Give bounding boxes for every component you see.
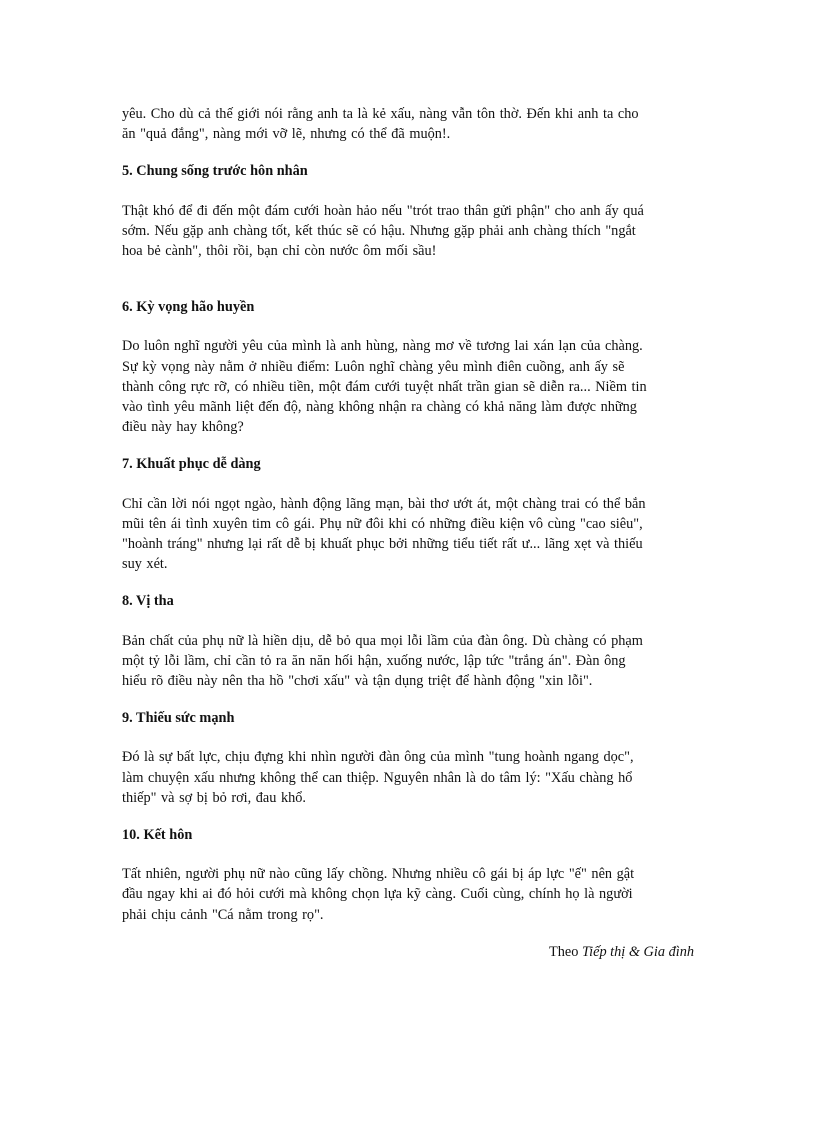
paragraph-line: thiếp" và sợ bị bỏ rơi, đau khổ. <box>122 789 307 806</box>
section-paragraph <box>122 747 694 808</box>
paragraph-line: Bản chất của phụ nữ là hiền dịu, dễ bỏ qua mọi lỗi lầm của đàn ông. Dù chàng có phạm <box>122 632 643 649</box>
paragraph-line: vào tình yêu mãnh liệt đến độ, nàng không nhận ra chàng có khả năng làm được những <box>122 399 637 416</box>
section-paragraph <box>122 336 694 437</box>
section-heading: 5. Chung sống trước hôn nhân <box>122 163 308 180</box>
intro-line: ăn "quả đắng", nàng mới vỡ lẽ, nhưng có thể đã muộn!. <box>122 126 451 143</box>
paragraph-line: phải chịu cảnh "Cá nằm trong rọ". <box>122 906 324 923</box>
paragraph-line: Do luôn nghĩ người yêu của mình là anh hùng, nàng mơ về tương lai xán lạn của chàng. <box>122 338 643 355</box>
paragraph-line: hiểu rõ điều này nên tha hồ "chơi xấu" và tận dụng triệt để hành động "xin lỗi". <box>122 673 593 690</box>
section-heading: 7. Khuất phục dễ dàng <box>122 456 261 473</box>
source-prefix: Theo <box>549 943 579 960</box>
paragraph-line: Chỉ cần lời nói ngọt ngào, hành động lãng mạn, bài thơ ướt át, một chàng trai có thể bắn <box>122 495 646 512</box>
paragraph-line: làm chuyện xấu nhưng không thể can thiệp. Nguyên nhân là do tâm lý: "Xấu chàng hổ <box>122 769 633 786</box>
intro-line: yêu. Cho dù cả thế giới nói rằng anh ta là kẻ xấu, nàng vẫn tôn thờ. Đến khi anh ta cho <box>122 106 639 122</box>
document-page <box>122 104 694 962</box>
source-credit <box>122 942 694 962</box>
paragraph-line: thành công rực rỡ, có nhiều tiền, một đám cưới tuyệt nhất trần gian sẽ diễn ra... Niềm tin <box>122 378 647 395</box>
paragraph-line: hoa bẻ cành", thôi rồi, bạn chỉ còn nước ôm mối sầu! <box>122 243 437 260</box>
paragraph-line: "hoành tráng" nhưng lại rất dễ bị khuất phục bởi những tiểu tiết rất ư... lãng xẹt và thiếu <box>122 536 643 553</box>
section-heading: 8. Vị tha <box>122 593 174 610</box>
source-publication: Tiếp thị & Gia đình <box>581 943 694 960</box>
section-paragraph <box>122 631 694 692</box>
paragraph-line: sớm. Nếu gặp anh chàng tốt, kết thúc sẽ có hậu. Nhưng gặp phải anh chàng thích "ngắt <box>122 222 636 239</box>
section-heading: 10. Kết hôn <box>122 827 193 844</box>
paragraph-line: mũi tên ái tình xuyên tim cô gái. Phụ nữ đôi khi có những điều kiện vô cùng "cao siêu", <box>122 515 643 532</box>
paragraph-line: Tất nhiên, người phụ nữ nào cũng lấy chồng. Nhưng nhiều cô gái bị áp lực "ế" nên gật <box>122 866 635 883</box>
paragraph-line: Thật khó để đi đến một đám cưới hoàn hảo nếu "trót trao thân gửi phận" cho anh ấy quá <box>122 202 644 219</box>
section-heading: 9. Thiếu sức mạnh <box>122 710 235 727</box>
paragraph-line: điều này hay không? <box>122 419 244 436</box>
paragraph-line: Sự kỳ vọng này nằm ở nhiều điểm: Luôn nghĩ chàng yêu mình điên cuồng, anh ấy sẽ <box>122 358 625 375</box>
paragraph-line: Đó là sự bất lực, chịu đựng khi nhìn người đàn ông của mình "tung hoành ngang dọc", <box>122 749 634 766</box>
intro-paragraph <box>122 104 694 144</box>
section-paragraph <box>122 864 694 925</box>
paragraph-line: đầu ngay khi ai đó hỏi cưới mà không chọn lựa kỹ càng. Cuối cùng, chính họ là người <box>122 886 633 903</box>
section-paragraph <box>122 201 694 262</box>
paragraph-line: một tỷ lỗi lầm, chỉ cần tỏ ra ăn năn hối hận, xuống nước, lập tức "trắng án". Đàn ông <box>122 652 626 669</box>
paragraph-line: suy xét. <box>122 556 168 573</box>
section-heading: 6. Kỳ vọng hão huyền <box>122 299 255 316</box>
section-paragraph <box>122 494 694 575</box>
